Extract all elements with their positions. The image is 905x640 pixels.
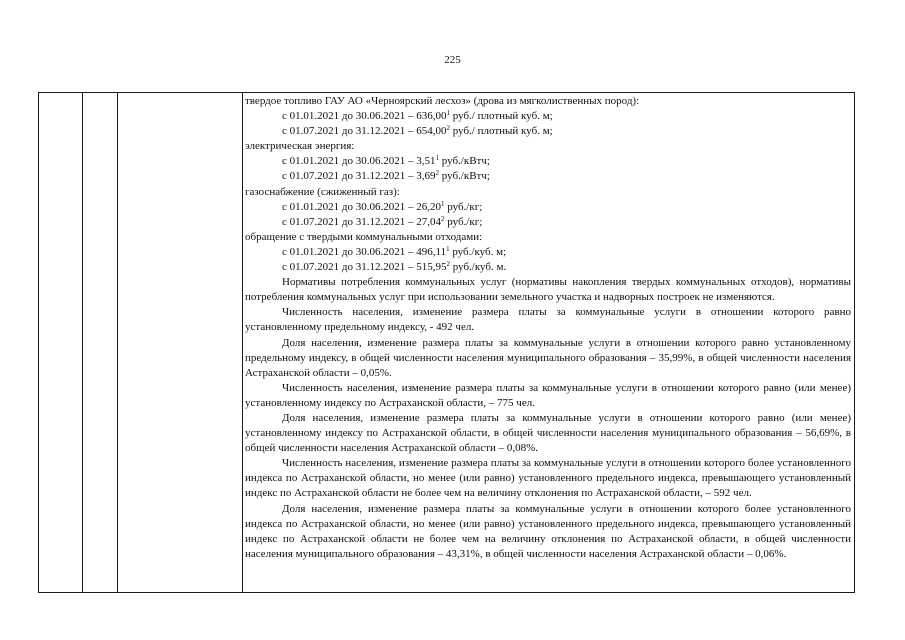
tariff-line: с 01.01.2021 до 30.06.2021 – 636,00$^1$ руб./ плотный куб. м; [282,109,553,123]
electricity-heading: электрическая энергия: [245,140,355,153]
share-less-paragraph: Доля населения, изменение размера платы за коммунальные услуги в отношении которого равно (или менее) установленному индексу по Астраханской области, в общей численности населения муниципального образования – 56,69%, в общей численности населения Астраханской области – 0,08%. [245,411,851,455]
share-more-paragraph: Доля населения, изменение размера платы за коммунальные услуги в отношении которого более установленного индекса по Астраханской области, но менее (или равно) установленного предельного индекса, превышающего установленный индекс по Астраханской области не более чем на величину отклонения по Астраханской области, в общей численности населения муниципального образования – 43,31%, в общей численности населения Астраханской области – 0,06%. [245,502,851,560]
page-number: 225 [444,54,461,66]
population-equal-paragraph: Численность населения, изменение размера платы за коммунальные услуги в отношении которого равно установленному предельному индексу, - 492 чел. [245,306,851,334]
tariff-line: с 01.07.2021 до 31.12.2021 – 515,95$^2$ руб./куб. м. [282,260,507,274]
tariff-line: с 01.01.2021 до 30.06.2021 – 3,51$^1$ руб./кВтч; [282,154,490,168]
tariff-line: с 01.01.2021 до 30.06.2021 – 496,11$^1$ руб./куб. м; [282,244,507,258]
share-equal-paragraph: Доля населения, изменение размера платы за коммунальные услуги в отношении которого равно установленному предельному индексу, в общей численности населения муниципального образования – 35,99%, в общей численности населения Астраханской области – 0,05%. [245,336,851,379]
tariff-line: с 01.01.2021 до 30.06.2021 – 26,20$^1$ руб./кг; [282,199,483,213]
solid-fuel-heading: твердое топливо ГАУ АО «Черноярский лесхоз» (дрова из мягколиственных пород): [245,95,640,107]
column-divider [82,93,83,592]
tariff-line: с 01.07.2021 до 31.12.2021 – 27,04$^2$ руб./кг; [282,214,483,228]
tariff-line: с 01.07.2021 до 31.12.2021 – 654,00$^2$ руб./ плотный куб. м; [282,124,553,138]
waste-heading: обращение с твердыми коммунальными отходами: [245,230,483,243]
column-divider [117,93,118,592]
normatives-paragraph: Нормативы потребления коммунальных услуг (нормативы накопления твердых коммунальных отходов), нормативы потребления коммунальных услуг при использовании земельного участка и надворных построек не изменяются. [245,276,851,304]
population-more-paragraph: Численность населения, изменение размера платы за коммунальные услуги в отношении которого более установленного индекса по Астраханской области, но менее (или равно) установленного предельного индекса, превышающего установленный индекс по Астраханской области не более чем на величину отклонения по Астраханской области, – 592 чел. [245,457,851,500]
population-less-paragraph: Численность населения, изменение размера платы за коммунальные услуги в отношении которого равно (или менее) установленному индексу по Астраханской области, – 775 чел. [245,381,851,409]
gas-heading: газоснабжение (сжиженный газ): [245,185,400,198]
tariff-text-cell [245,94,851,562]
column-divider [242,93,243,592]
tariff-line: с 01.07.2021 до 31.12.2021 – 3,69$^2$ руб./кВтч; [282,169,490,183]
document-table [38,92,855,593]
